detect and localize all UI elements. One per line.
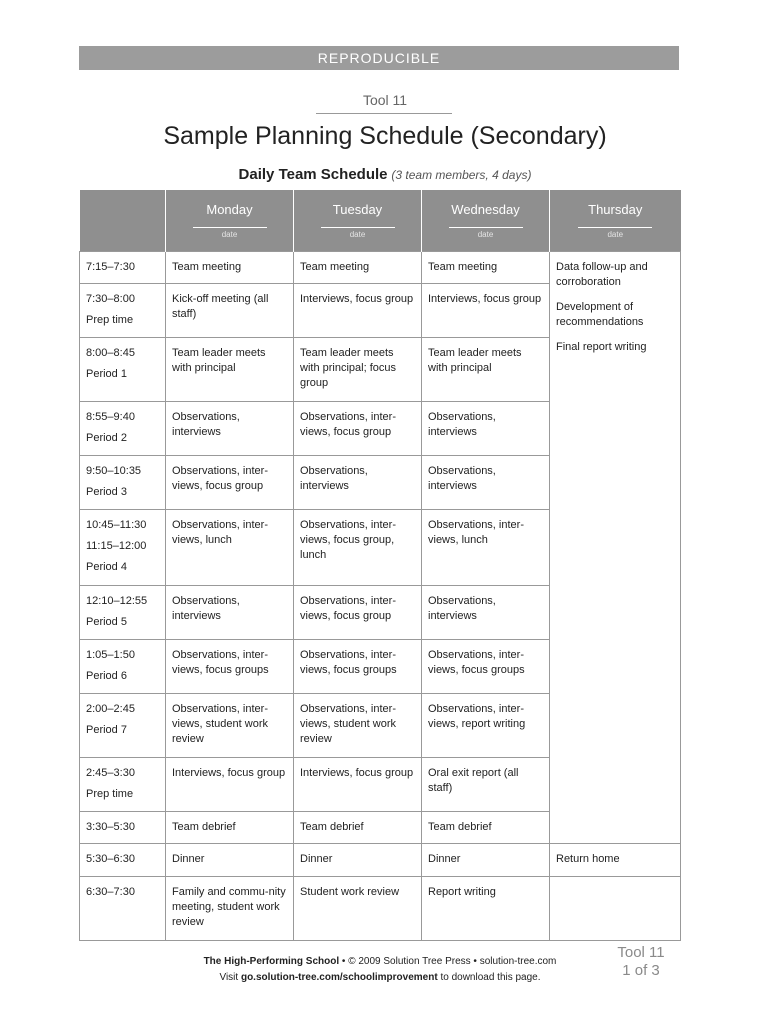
- monday-cell: Observations, inter-views, focus group: [166, 456, 294, 510]
- period-label: Prep time: [86, 314, 134, 326]
- time-cell: [80, 812, 166, 844]
- monday-cell: Kick-off meeting (all staff): [166, 284, 294, 338]
- thursday-item: Development of recommendations: [556, 301, 644, 328]
- table-row: [80, 877, 681, 941]
- tuesday-cell: Interviews, focus group: [294, 758, 422, 812]
- table-subtitle: [0, 166, 770, 183]
- subtitle-main: Daily Team Schedule: [238, 166, 388, 183]
- monday-cell: Family and commu-nity meeting, student work review: [166, 877, 294, 941]
- monday-cell: Dinner: [166, 844, 294, 877]
- page-title: Sample Planning Schedule (Secondary): [163, 122, 607, 150]
- thursday-cell-empty: [550, 456, 681, 844]
- time-cell: [80, 844, 166, 877]
- subtitle-note: (3 team members, 4 days): [391, 168, 532, 182]
- period-label: Period 2: [86, 432, 127, 444]
- period-label: Period 4: [86, 561, 127, 573]
- time-range: 1:05–1:50: [86, 649, 135, 661]
- tool-divider: [316, 113, 452, 114]
- time-cell: [80, 510, 166, 586]
- time-cell: [80, 456, 166, 510]
- date-label: date: [349, 230, 366, 239]
- time-range: 6:30–7:30: [86, 886, 135, 898]
- footer-line-1: [160, 954, 600, 970]
- tuesday-cell: Observations, inter-views, focus group, lunch: [294, 510, 422, 586]
- tuesday-cell: Interviews, focus group: [294, 284, 422, 338]
- period-label: Period 7: [86, 724, 127, 736]
- period-label: Period 1: [86, 368, 127, 380]
- wednesday-cell: Team debrief: [422, 812, 550, 844]
- day-label: Thursday: [588, 202, 643, 217]
- tuesday-cell: Team leader meets with principal; focus group: [294, 338, 422, 402]
- time-range: 8:55–9:40: [86, 411, 135, 423]
- footer-tool-name: Tool 11: [617, 944, 665, 961]
- time-range: 2:45–3:30: [86, 767, 135, 779]
- monday-cell: Observations, inter-views, lunch: [166, 510, 294, 586]
- reproducible-banner: REPRODUCIBLE: [79, 46, 679, 70]
- time-range: 7:15–7:30: [86, 261, 135, 273]
- period-label: Period 6: [86, 670, 127, 682]
- footer-credits: [160, 954, 600, 986]
- monday-cell: Observations, inter-views, focus groups: [166, 640, 294, 694]
- time-cell: [80, 402, 166, 456]
- time-cell: [80, 758, 166, 812]
- day-label: Monday: [206, 202, 253, 217]
- monday-cell: Observations, interviews: [166, 402, 294, 456]
- header-time: [80, 190, 166, 252]
- date-line: [578, 227, 652, 228]
- schedule-table: [79, 190, 681, 941]
- footer-page-number: 1 of 3: [622, 962, 660, 979]
- monday-cell: Observations, interviews: [166, 586, 294, 640]
- period-label: Period 3: [86, 486, 127, 498]
- tuesday-cell: Team debrief: [294, 812, 422, 844]
- wednesday-cell: Observations, inter-views, lunch: [422, 510, 550, 586]
- day-label: Wednesday: [451, 202, 520, 217]
- thursday-item: Final report writing: [556, 341, 647, 353]
- period-label: Prep time: [86, 788, 134, 800]
- time-cell: [80, 877, 166, 941]
- day-label: Tuesday: [332, 202, 383, 217]
- wednesday-cell: Observations, interviews: [422, 402, 550, 456]
- time-range: 3:30–5:30: [86, 821, 135, 833]
- tool-label: Tool 11: [362, 92, 408, 108]
- time-range: 12:10–12:55: [86, 595, 148, 607]
- footer-url-link[interactable]: go.solution-tree.com/schoolimprovement: [240, 972, 438, 983]
- wednesday-cell: Team leader meets with principal: [422, 338, 550, 402]
- date-line: [321, 227, 395, 228]
- time-cell: [80, 338, 166, 402]
- time-range: 9:50–10:35: [86, 465, 142, 477]
- thursday-cell-day: [550, 252, 681, 456]
- tuesday-cell: Observations, interviews: [294, 456, 422, 510]
- time-range: 7:30–8:00: [86, 293, 135, 305]
- thursday-cell-dinner: Return home: [550, 844, 681, 877]
- date-label: date: [221, 230, 238, 239]
- header-monday: [166, 190, 294, 252]
- date-label: date: [477, 230, 494, 239]
- date-line: [449, 227, 523, 228]
- wednesday-cell: Observations, interviews: [422, 586, 550, 640]
- date-line: [193, 227, 267, 228]
- footer-visit: Visit: [219, 972, 241, 983]
- wednesday-cell: Interviews, focus group: [422, 284, 550, 338]
- time-cell: [80, 284, 166, 338]
- footer-visit-rest: to download this page.: [437, 972, 541, 983]
- thursday-item: Data follow-up and corroboration: [556, 261, 648, 288]
- wednesday-cell: Observations, inter-views, focus groups: [422, 640, 550, 694]
- footer-book-title: The High-Performing School: [203, 956, 340, 967]
- footer-copyright: • © 2009 Solution Tree Press • solution-tree.com: [339, 956, 557, 967]
- wednesday-cell: Team meeting: [422, 252, 550, 284]
- time-cell: [80, 586, 166, 640]
- time-cell: [80, 694, 166, 758]
- tuesday-cell: Observations, inter-views, focus group: [294, 402, 422, 456]
- period-label: Period 5: [86, 616, 127, 628]
- table-row: [80, 456, 681, 510]
- date-label: date: [607, 230, 624, 239]
- monday-cell: Team leader meets with principal: [166, 338, 294, 402]
- time-cell: [80, 252, 166, 284]
- header-thursday: [550, 190, 681, 252]
- time-range: 5:30–6:30: [86, 853, 135, 865]
- table-row: [80, 844, 681, 877]
- footer-line-2: [160, 970, 600, 986]
- tuesday-cell: Dinner: [294, 844, 422, 877]
- monday-cell: Team meeting: [166, 252, 294, 284]
- time-range: 10:45–11:30: [86, 519, 147, 531]
- wednesday-cell: Dinner: [422, 844, 550, 877]
- monday-cell: Team debrief: [166, 812, 294, 844]
- time-range: 2:00–2:45: [86, 703, 135, 715]
- header-tuesday: [294, 190, 422, 252]
- time-cell: [80, 640, 166, 694]
- thursday-cell-evening: [550, 877, 681, 941]
- table-row: [80, 252, 681, 284]
- monday-cell: Interviews, focus group: [166, 758, 294, 812]
- tuesday-cell: Student work review: [294, 877, 422, 941]
- tuesday-cell: Team meeting: [294, 252, 422, 284]
- header-row: [80, 190, 681, 252]
- tuesday-cell: Observations, inter-views, focus groups: [294, 640, 422, 694]
- time-range: 8:00–8:45: [86, 347, 135, 359]
- wednesday-cell: Report writing: [422, 877, 550, 941]
- tuesday-cell: Observations, inter-views, focus group: [294, 586, 422, 640]
- time-range-alt: 11:15–12:00: [86, 540, 147, 552]
- header-wednesday: [422, 190, 550, 252]
- footer-tool-label: [606, 944, 676, 980]
- wednesday-cell: Oral exit report (all staff): [422, 758, 550, 812]
- wednesday-cell: Observations, inter-views, report writing: [422, 694, 550, 758]
- tuesday-cell: Observations, inter-views, student work review: [294, 694, 422, 758]
- monday-cell: Observations, inter-views, student work review: [166, 694, 294, 758]
- wednesday-cell: Observations, interviews: [422, 456, 550, 510]
